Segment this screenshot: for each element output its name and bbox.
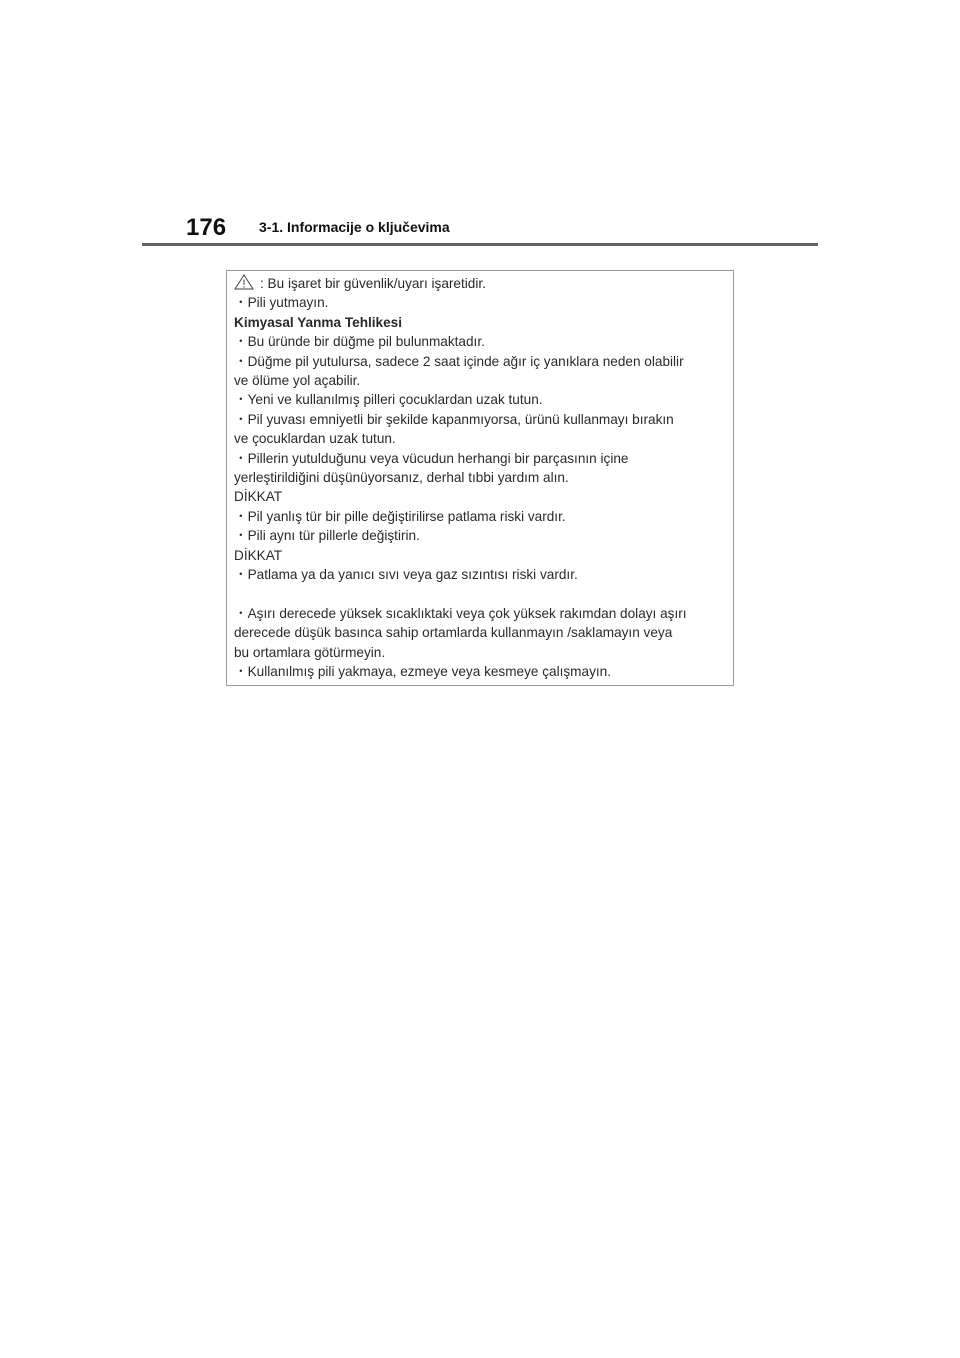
notice-blank-line (234, 585, 727, 604)
notice-intro-text: : Bu işaret bir güvenlik/uyarı işaretidir. (260, 276, 486, 291)
notice-line: ve çocuklardan uzak tutun. (234, 431, 396, 447)
notice-line: ve ölüme yol açabilir. (234, 373, 361, 389)
notice-line: ・Pil yuvası emniyetli bir şekilde kapanmıyorsa, ürünü kullanmayı bırakın (234, 411, 674, 427)
notice-heading-caution: DİKKAT (234, 489, 283, 505)
notice-line: ・Pili yutmayın. (234, 295, 329, 311)
warning-triangle-icon (234, 274, 254, 290)
notice-line: ・Bu üründe bir düğme pil bulunmaktadır. (234, 334, 485, 350)
notice-line: ・Kullanılmış pili yakmaya, ezmeye veya kesmeye çalışmayın. (234, 664, 611, 680)
notice-heading-caution: DİKKAT (234, 547, 283, 563)
notice-line: derecede düşük basınca sahip ortamlarda kullanmayın /saklamayın veya (234, 625, 673, 641)
notice-line: ・Yeni ve kullanılmış pilleri çocuklardan uzak tutun. (234, 392, 543, 408)
notice-line: ・Pili aynı tür pillerle değiştirin. (234, 528, 420, 544)
battery-warning-notice (226, 270, 734, 686)
notice-line: ・Aşırı derecede yüksek sıcaklıktaki veya çok yüksek rakımdan dolayı aşırı (234, 605, 687, 621)
notice-line: ・Patlama ya da yanıcı sıvı veya gaz sızıntısı riski vardır. (234, 567, 578, 583)
notice-line: yerleştirildiğini düşünüyorsanız, derhal tıbbi yardım alın. (234, 470, 569, 486)
notice-line: ・Düğme pil yutulursa, sadece 2 saat içinde ağır iç yanıklara neden olabilir (234, 353, 684, 369)
notice-line: ・Pillerin yutulduğunu veya vücudun herhangi bir parçasının içine (234, 450, 629, 466)
notice-line: bu ortamlara götürmeyin. (234, 644, 386, 660)
page-number: 176 (186, 214, 227, 241)
section-title: 3-1. Informacije o ključevima (259, 219, 450, 235)
header-divider (142, 243, 818, 246)
notice-heading-chemical-burn: Kimyasal Yanma Tehlikesi (234, 314, 403, 330)
notice-line: ・Pil yanlış tür bir pille değiştirilirse patlama riski vardır. (234, 508, 566, 524)
notice-intro-line (234, 274, 727, 293)
